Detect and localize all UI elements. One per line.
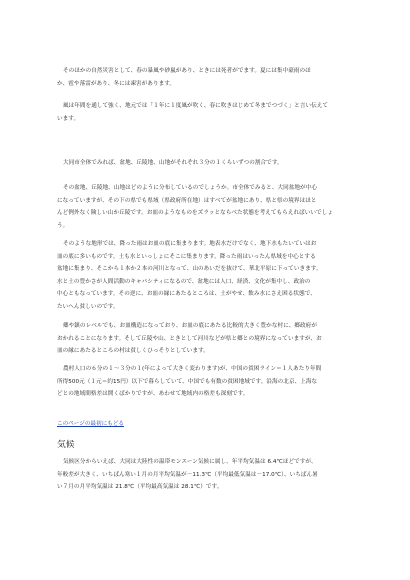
text-line: 中心ともなっています。その逆に、お皿の縁にあたるところは、土がやせ、飲み水にさえ困る状態で、: [57, 291, 316, 298]
text-line: になっていますが、その下の県でも県域（県政府所在地）はすべてが盆地にあり、県と県の境界はほと: [57, 197, 317, 204]
text-line: 風は年間を通して強く、地元では「１年に１度風が吹く、春に吹きはじめて冬までつづく」と言い伝えて: [63, 103, 329, 109]
paragraph-wind: [57, 100, 357, 125]
text-line: か、雹や落雷があり、冬には凍害があります。: [57, 80, 176, 87]
text-line: 水と土の豊かさが人間活動のキャパシティになるので、盆地には人口、経済、文化が集中し、政治の: [57, 278, 311, 285]
text-line: そのほかの自然災害として、春の暴風や砂嵐があり、ときには死者がでます。夏には集中豪雨のほ: [63, 68, 311, 74]
paragraph-townships: [57, 320, 357, 358]
text-line: 大同市全体でみれば、盆地、丘陵地、山地がそれぞれ３分の１くらいずつの割合です。: [63, 160, 283, 166]
text-line: おかれることになります。そして丘陵や山、ときとして河川などが県と郷との境界になっていますが、お: [57, 335, 322, 342]
text-line: い７月の月平均気温は 21.8℃（平均最高気温は 28.1℃）です。: [57, 484, 223, 491]
text-line: どとの地域間格差は開くばかりですが、あわせて地域内の格差も深刻です。: [57, 391, 249, 398]
paragraph-poverty: [57, 363, 357, 401]
text-line: 年較差が大きく、いちばん寒い１月の月平均気温が－11.3℃（平均最低気温は－17.0℃）、いちばん暑: [57, 471, 318, 478]
back-to-top-link[interactable]: このページの最初にもどる: [57, 421, 125, 427]
text-line: 所得500元（１元＝約15円）以下で暮らしていて、中国でも有数の貧困地域です。沿海の北京、上海な: [57, 378, 318, 385]
text-line: 郷や鎮のレベルでも、お皿構造になっており、お皿の底にあたる比較的大きく豊かな村に、郷政府が: [63, 323, 317, 329]
text-line: 盆地に集まり、そこから１本か２本の河川となって、山のあいだを抜けて、華北平原に下っていきます。: [57, 266, 322, 273]
text-line: たいへん貧しいのです。: [57, 303, 119, 310]
text-line: う。: [57, 222, 69, 229]
text-line: その盆地、丘陵地、山地はどのように分布しているのでしょうか。市全体でみると、大同盆地が中心: [63, 185, 317, 191]
text-line: 気候区分からいえば、大同は大陸性の温帯モンスーン気候に属し、年平均気温は 6.4℃ほどですが、: [63, 459, 317, 465]
paragraph-landforms: [57, 157, 357, 170]
text-line: います。: [57, 115, 80, 122]
text-line: んど例外なく険しい山か丘陵です。お皿のようなものをズラッとならべた状態を考えてもらえればいいでしょ: [57, 210, 333, 217]
paragraph-distribution: [57, 182, 357, 232]
paragraph-basin-water: [57, 238, 357, 314]
paragraph-disasters: [57, 65, 357, 90]
paragraph-climate: [57, 456, 357, 494]
section-heading-climate: 気候: [57, 440, 75, 450]
text-line: 農村人口の６分の１〜３分の１(年によって大きく変わります)が、中国の貧困ライン＝１人あたり年間: [63, 366, 322, 372]
text-line: 皿の底に多いものです。土も水といっしょにそこに集まります。降った雨はいったん県域を中心とする: [57, 253, 316, 260]
text-line: 皿の縁にあたるところの村は貧しくひっそりとしています。: [57, 348, 209, 355]
text-line: そのような地形では、降った雨はお皿の底に集まります。地表水だけでなく、地下水もたいていはお: [63, 241, 317, 247]
